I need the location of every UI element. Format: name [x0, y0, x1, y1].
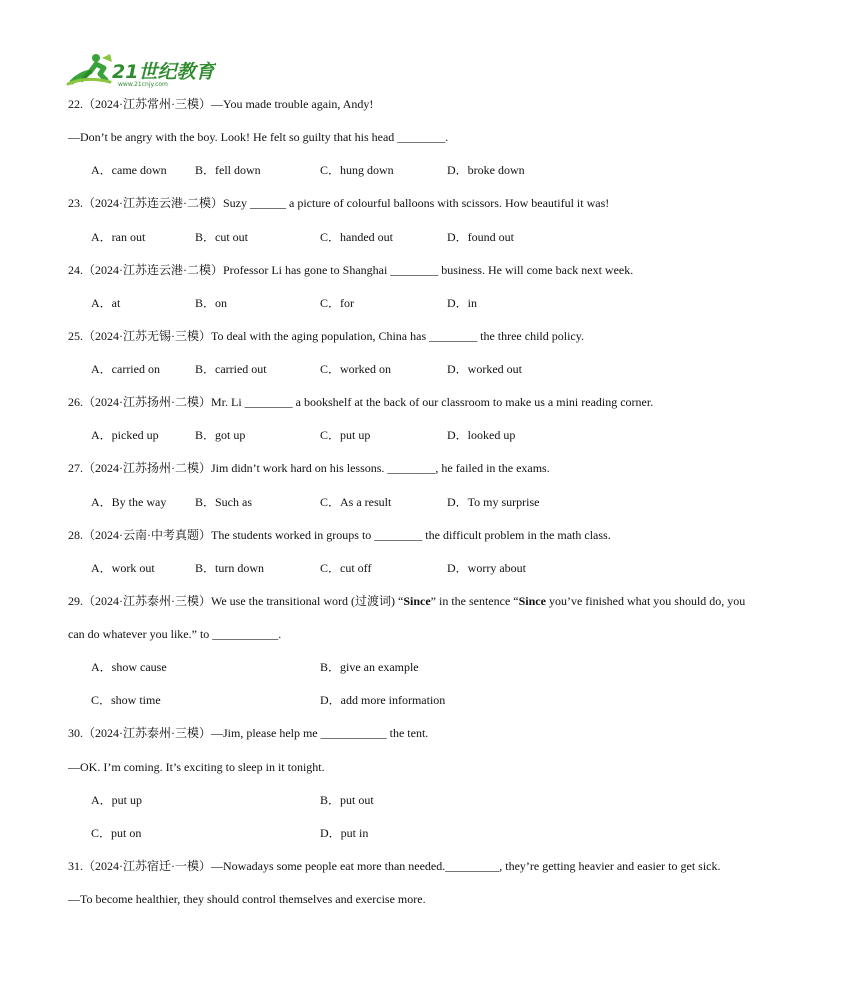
question-30-stem-line2: —OK. I’m coming. It’s exciting to sleep in it tonight. [68, 760, 325, 774]
q27-option-d: D．To my surprise [447, 495, 540, 509]
q27-option-a: A．By the way [91, 495, 167, 509]
q29-option-b: B．give an example [320, 660, 419, 674]
q29-stem-part-a: 29.（2024·江苏泰州·三模）We use the transitional word (过渡词) “ [68, 594, 404, 608]
logo-text: 21世纪教育 [112, 61, 215, 83]
question-22-stem: 22.（2024·江苏常州·三模）—You made trouble again, Andy! [68, 97, 374, 111]
question-26-stem: 26.（2024·江苏扬州·二模）Mr. Li ________ a bookshelf at the back of our classroom to make us a mini reading corner. [68, 395, 654, 409]
q30-option-b: B．put out [320, 793, 374, 807]
q24-option-c: C．for [320, 296, 354, 310]
site-logo [66, 52, 216, 88]
q26-option-c: C．put up [320, 428, 371, 442]
runner-logo-icon [66, 52, 216, 88]
question-31-stem-line2: —To become healthier, they should control themselves and exercise more. [68, 892, 426, 906]
q26-option-b: B．got up [195, 428, 246, 442]
q29-stem-part-c: ” in the sentence “ [430, 594, 519, 608]
q27-option-c: C．As a result [320, 495, 392, 509]
q30-option-d: D．put in [320, 826, 369, 840]
q29-option-c: C．show time [91, 693, 161, 707]
q27-option-b: B．Such as [195, 495, 253, 509]
q30-option-a: A．put up [91, 793, 143, 807]
question-22-stem-line2: —Don’t be angry with the boy. Look! He felt so guilty that his head ________. [68, 130, 449, 144]
q25-option-c: C．worked on [320, 362, 391, 376]
question-29-stem [68, 594, 745, 608]
q29-option-d: D．add more information [320, 693, 446, 707]
q23-option-c: C．handed out [320, 230, 393, 244]
question-30-stem: 30.（2024·江苏泰州·三模）—Jim, please help me ___________ the tent. [68, 726, 429, 740]
q29-stem-bold-1: Since [403, 594, 431, 608]
question-28-stem: 28.（2024·云南·中考真题）The students worked in groups to ________ the difficult problem in the math class. [68, 528, 611, 542]
question-27-stem: 27.（2024·江苏扬州·二模）Jim didn’t work hard on his lessons. ________, he failed in the exams. [68, 461, 550, 475]
q25-option-d: D．worked out [447, 362, 522, 376]
q23-option-a: A．ran out [91, 230, 146, 244]
q25-option-b: B．carried out [195, 362, 267, 376]
question-29-stem-line2: can do whatever you like.” to ___________. [68, 627, 282, 641]
q22-option-d: D．broke down [447, 163, 525, 177]
q24-option-d: D．in [447, 296, 478, 310]
q29-option-a: A．show cause [91, 660, 167, 674]
q22-option-b: B．fell down [195, 163, 261, 177]
q26-option-d: D．looked up [447, 428, 516, 442]
q24-option-a: A．at [91, 296, 121, 310]
q29-stem-part-d: you’ve finished what you should do, you [545, 594, 746, 608]
q23-option-b: B．cut out [195, 230, 248, 244]
q26-option-a: A．picked up [91, 428, 159, 442]
logo-subtext: www.21cnjy.com [118, 81, 168, 88]
q30-option-c: C．put on [91, 826, 142, 840]
q29-stem-bold-2: Since [518, 594, 546, 608]
question-31-stem: 31.（2024·江苏宿迁·一模）—Nowadays some people eat more than needed._________, they’re getting heavier and easier to get sick. [68, 859, 721, 873]
q28-option-b: B．turn down [195, 561, 265, 575]
q24-option-b: B．on [195, 296, 228, 310]
q28-option-c: C．cut off [320, 561, 372, 575]
q25-option-a: A．carried on [91, 362, 160, 376]
q23-option-d: D．found out [447, 230, 514, 244]
q28-option-d: D．worry about [447, 561, 526, 575]
question-25-stem: 25.（2024·江苏无锡·三模）To deal with the aging population, China has ________ the three child policy. [68, 329, 584, 343]
q28-option-a: A．work out [91, 561, 155, 575]
question-24-stem: 24.（2024·江苏连云港·二模）Professor Li has gone to Shanghai ________ business. He will come back next week. [68, 263, 634, 277]
question-23-stem: 23.（2024·江苏连云港·二模）Suzy ______ a picture of colourful balloons with scissors. How beautiful it was! [68, 196, 610, 210]
q22-option-c: C．hung down [320, 163, 394, 177]
q22-option-a: A．came down [91, 163, 167, 177]
